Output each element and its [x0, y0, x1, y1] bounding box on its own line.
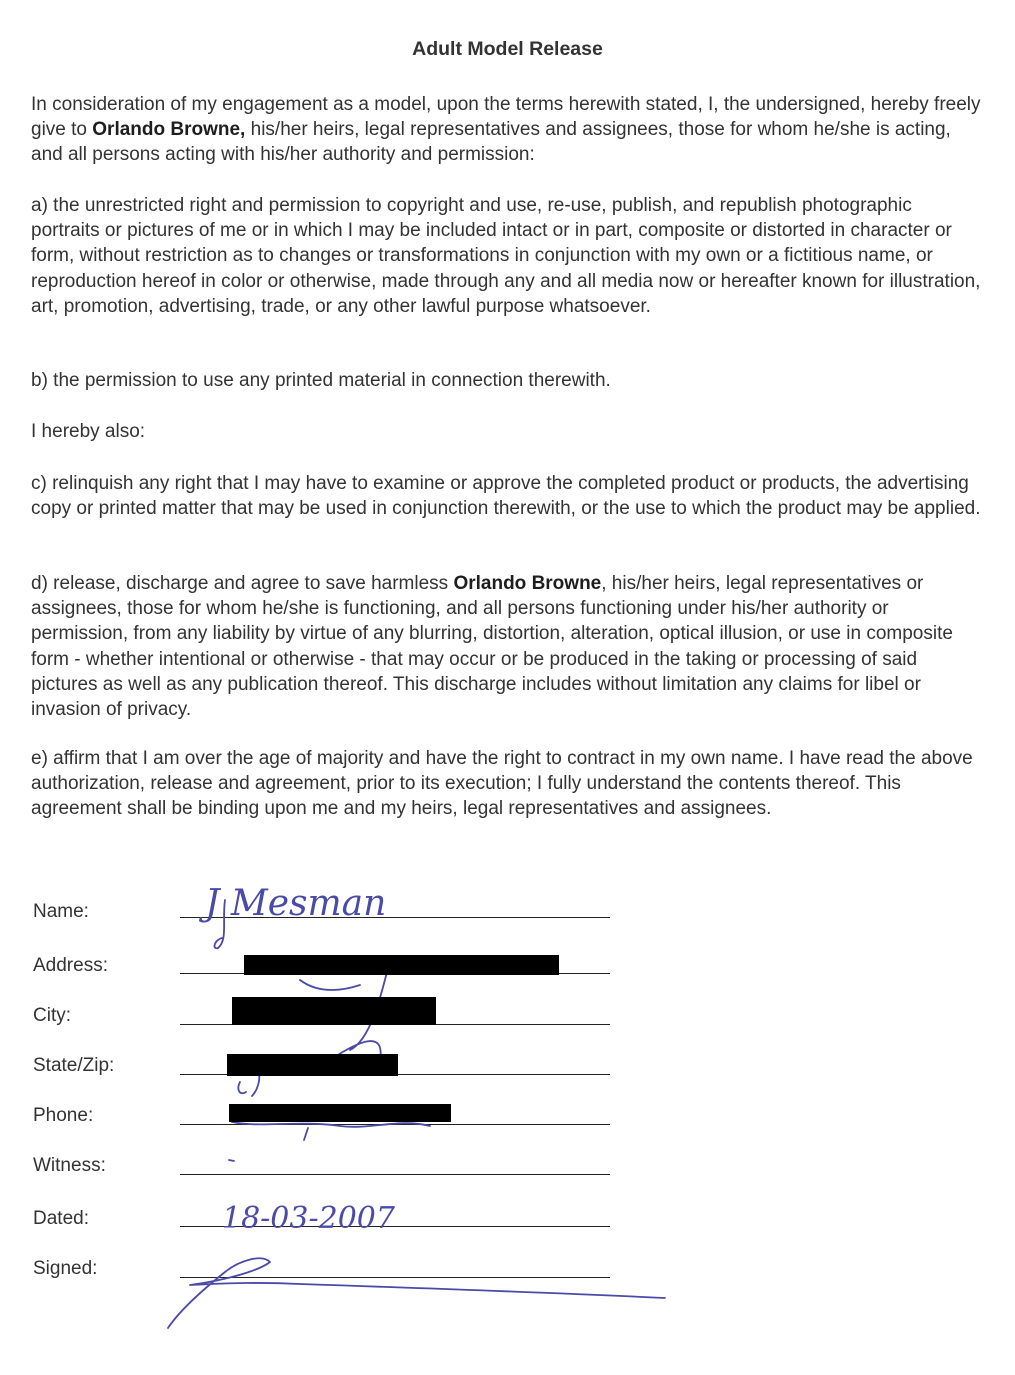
- intro-text-before: In consideration of my engagement as a model, upon the terms herewith stated, I, the undersigned, hereby freely give to: [31, 94, 981, 141]
- signed-line: [180, 1277, 610, 1278]
- handwritten-signature: [168, 1258, 665, 1328]
- redaction-bar-address: [244, 955, 559, 975]
- witness-label: Witness:: [33, 1155, 106, 1176]
- also-heading: I hereby also:: [31, 421, 146, 442]
- intro-paragraph: [31, 92, 981, 168]
- clause-d-text-before: d) release, discharge and agree to save harmless: [31, 573, 454, 594]
- dated-line: [180, 1226, 610, 1227]
- clause-d: [31, 571, 981, 722]
- intro-photographer-name: Orlando Browne,: [92, 119, 246, 141]
- city-label: City:: [33, 1005, 71, 1026]
- name-line: [180, 917, 610, 918]
- handwriting-stroke: [215, 900, 225, 948]
- handwritten-date: 18-03-2007: [222, 1201, 395, 1236]
- phone-line: [180, 1124, 610, 1125]
- clause-c: c) relinquish any right that I may have to examine or approve the completed product or products, the advertising copy or printed matter that may be used in conjunction therewith, or the use to which the product may be applied.: [31, 473, 981, 520]
- redaction-bar-phone: [229, 1104, 451, 1122]
- handwriting-stroke: [229, 1160, 234, 1161]
- redaction-bar-state-zip: [227, 1054, 398, 1076]
- clause-d-text-after: , his/her heirs, legal representatives or assignees, those for whom he/she is functioning, and all persons functioning under his/her authority or permission, from any liability by virtue of any blurring, distortion, alteration, optical illusion, or use in composite form - whether intentional or otherwise - that may occur or be produced in the taking or processing of said pictures as well as any publication thereof. This discharge includes without limitation any claims for libel or invasion of privacy.: [31, 573, 953, 721]
- redaction-bar-city: [232, 997, 436, 1025]
- phone-label: Phone:: [33, 1105, 94, 1126]
- name-label: Name:: [33, 901, 89, 922]
- clause-a: a) the unrestricted right and permission to copyright and use, re-use, publish, and republish photographic portraits or pictures of me or in which I may be included intact or in part, composite or distorted in character or form, without restriction as to changes or transformations in conjunction with my own or a fictitious name, or reproduction hereof in color or otherwise, made through any and all media now or hereafter known for illustration, art, promotion, advertising, trade, or any other lawful purpose whatsoever.: [31, 195, 981, 317]
- address-label: Address:: [33, 955, 108, 976]
- intro-text-after: his/her heirs, legal representatives and assignees, those for whom he/she is acting, and all persons acting with his/her authority and permission:: [31, 119, 951, 166]
- clause-b: b) the permission to use any printed material in connection therewith.: [31, 370, 611, 391]
- clause-d-photographer-name: Orlando Browne: [453, 573, 602, 594]
- witness-line: [180, 1174, 610, 1175]
- dated-label: Dated:: [33, 1208, 89, 1229]
- signed-label: Signed:: [33, 1258, 98, 1279]
- document-title: Adult Model Release: [412, 38, 603, 60]
- state-zip-label: State/Zip:: [33, 1055, 115, 1076]
- clause-e: e) affirm that I am over the age of majority and have the right to contract in my own name. I have read the above authorization, release and agreement, prior to its execution; I fully understand the contents thereof. This agreement shall be binding upon me and my heirs, legal representatives and assignees.: [31, 748, 973, 820]
- handwritten-name: J Mesman: [205, 883, 387, 924]
